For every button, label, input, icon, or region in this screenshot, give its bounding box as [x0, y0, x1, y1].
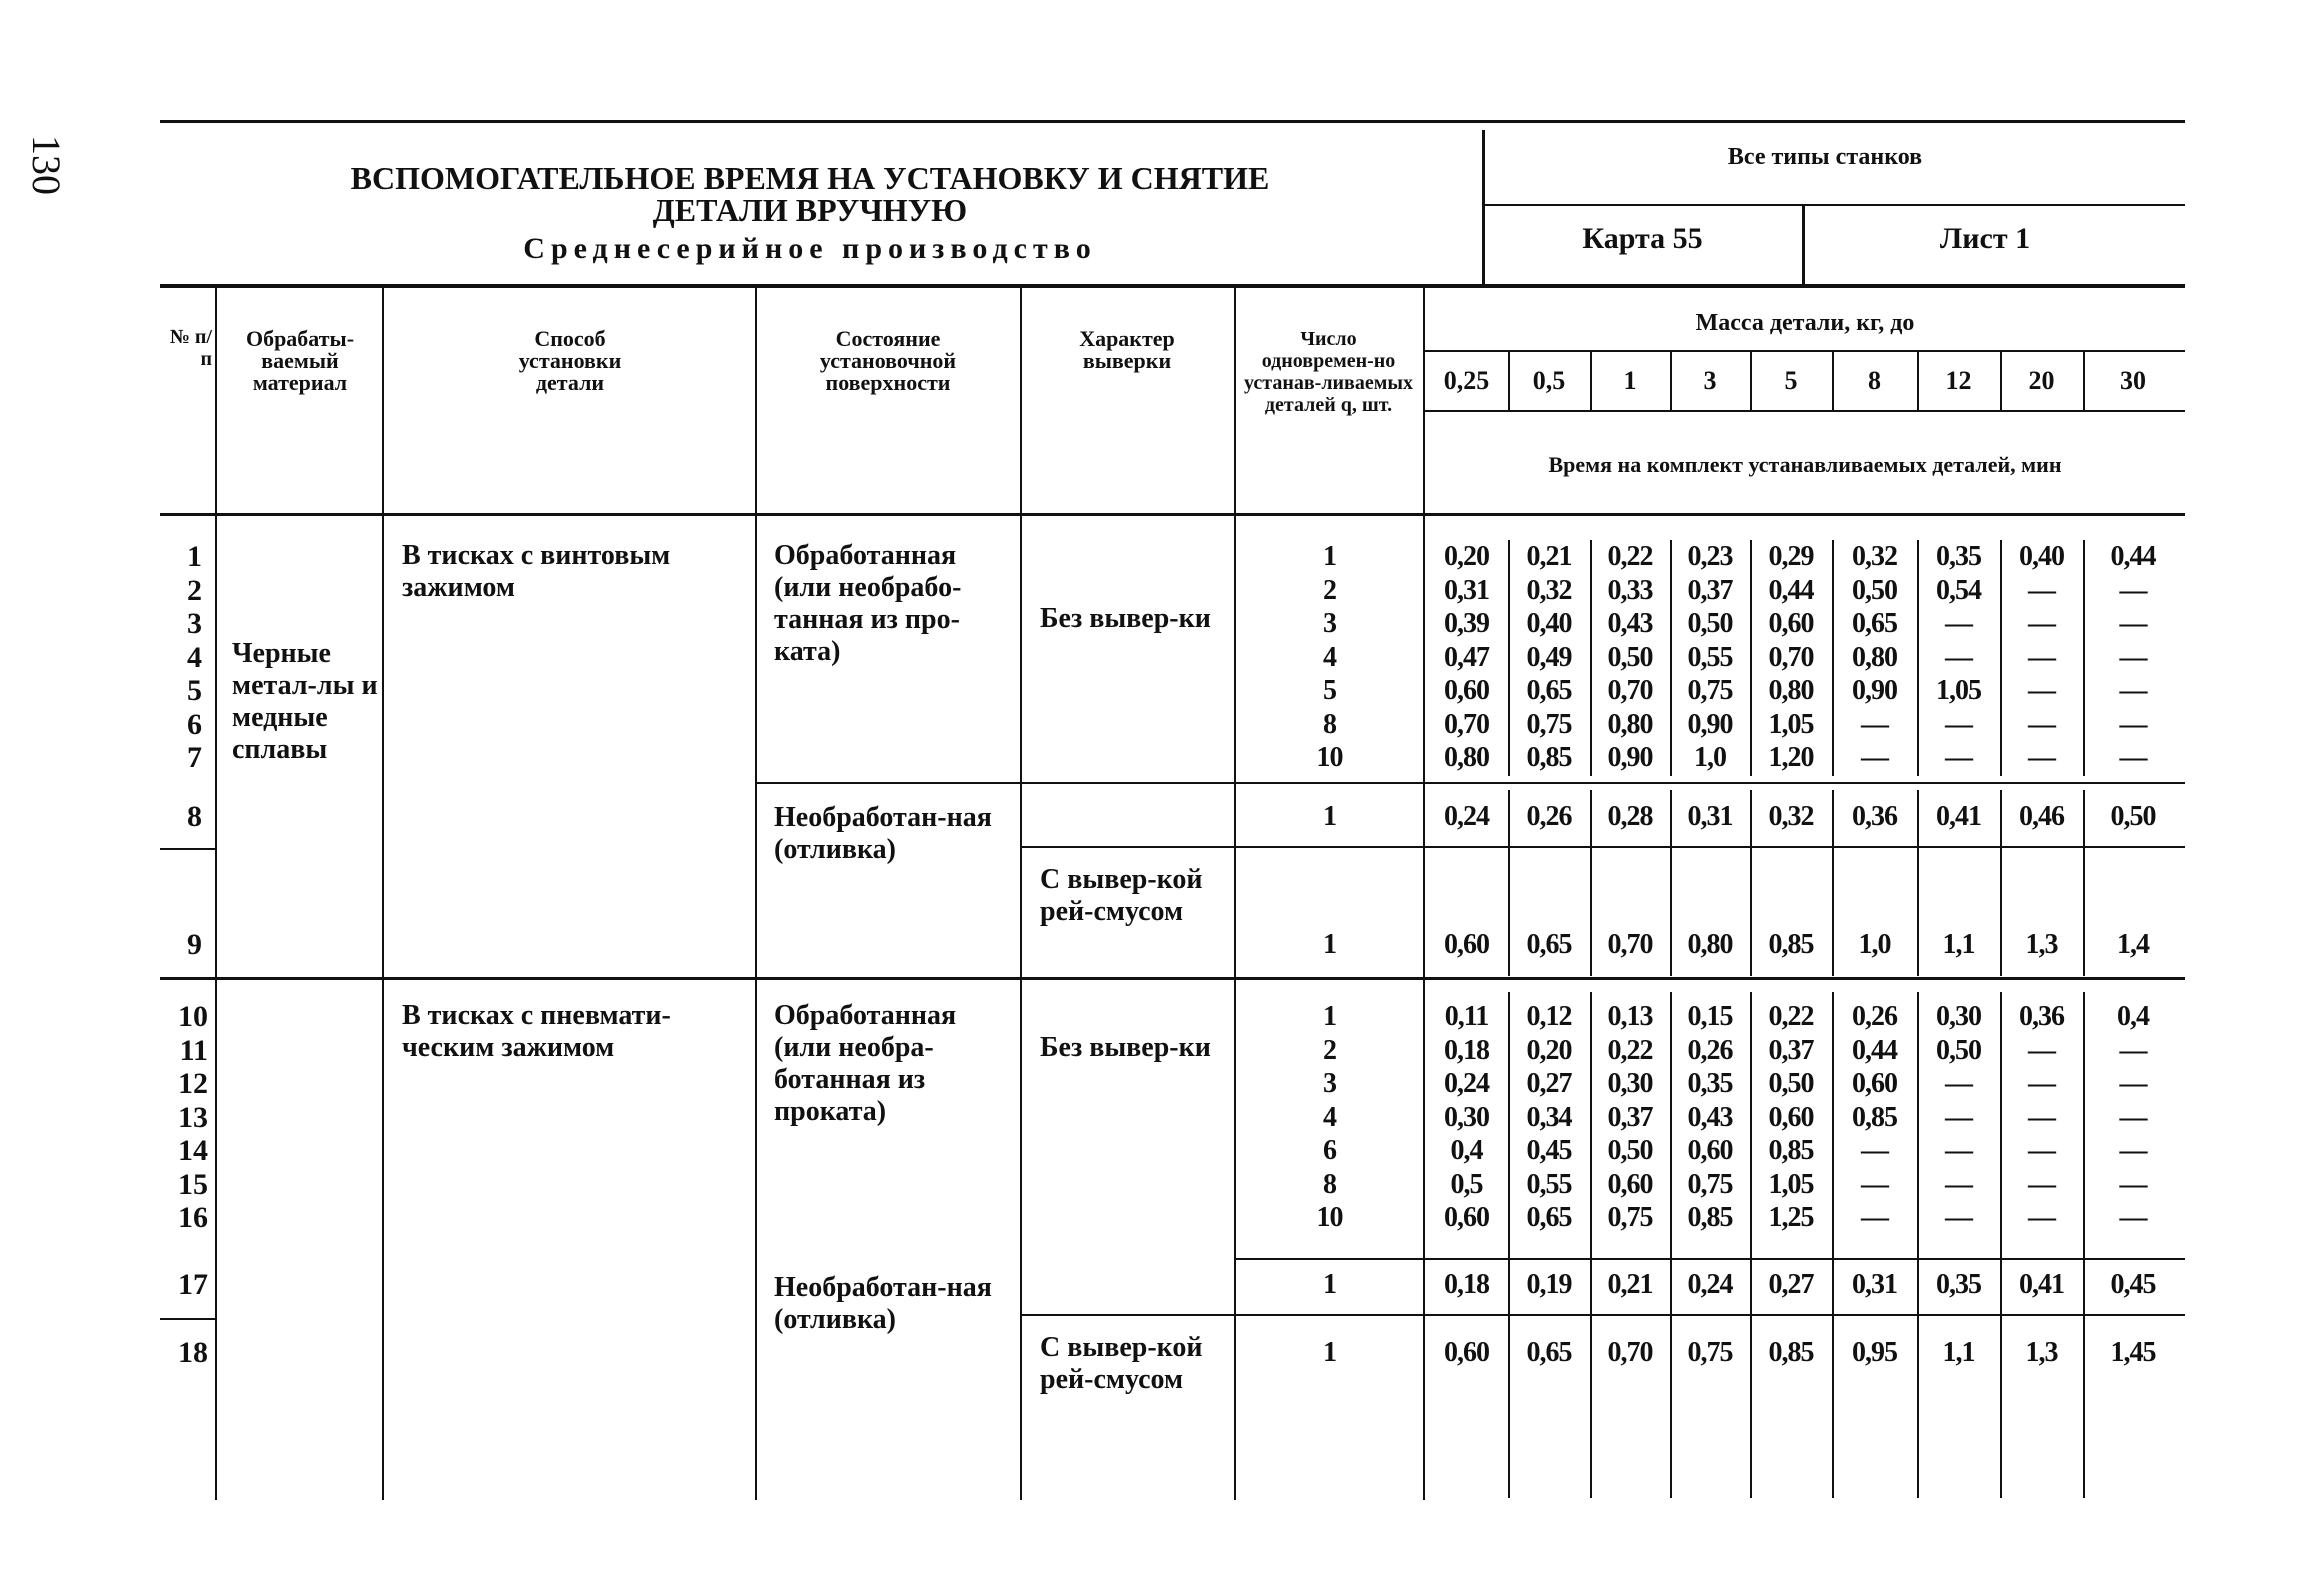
time-cell: —: [2119, 675, 2147, 706]
time-cell: 1,25: [1768, 1202, 1814, 1233]
time-cell: 0,18: [1444, 1269, 1489, 1300]
time-cell: 0,80: [1444, 742, 1489, 773]
time-cell: —: [1861, 742, 1888, 773]
time-cell: —: [2028, 1068, 2055, 1099]
mass-col-line: [1917, 352, 1919, 410]
header-mass: Масса детали, кг, до: [1695, 310, 1915, 336]
time-row: [1425, 1168, 2185, 1202]
page-subtitle: Среднесерийное производство: [523, 232, 1097, 265]
time-cell: 0,40: [1526, 608, 1572, 639]
q-value: 5: [1323, 675, 1336, 706]
time-cell: 0,19: [1526, 1269, 1572, 1300]
time-cell: 0,23: [1687, 541, 1733, 572]
time-cell: —: [1945, 1168, 1972, 1200]
time-cell: 0,36: [1852, 801, 1897, 832]
time-cell: —: [1945, 1101, 1972, 1133]
time-grid-block-2: [1425, 1000, 2185, 1235]
row-number: 4: [187, 640, 202, 674]
time-row: [1425, 574, 2185, 608]
q-value: 8: [1323, 708, 1336, 740]
time-cell: 0,35: [1936, 1269, 1981, 1300]
time-cell: —: [2119, 574, 2147, 606]
time-cell: 0,27: [1768, 1269, 1814, 1300]
time-row: [1425, 1034, 2185, 1068]
alignment-none-cell-2: Без вывер-ки: [1040, 1032, 1211, 1063]
time-row-9: [1425, 928, 2185, 962]
time-cell: —: [2028, 574, 2055, 606]
q-value: 1: [1323, 541, 1336, 572]
time-row: [1425, 1336, 2185, 1370]
time-cell: 1,45: [2110, 1337, 2156, 1368]
time-cell: 0,65: [1852, 608, 1897, 639]
time-cell: 0,55: [1526, 1168, 1572, 1200]
time-cell: —: [2028, 608, 2055, 639]
time-cell: —: [2119, 608, 2147, 639]
time-cell: 0,12: [1526, 1001, 1572, 1032]
time-cell: 0,55: [1687, 641, 1733, 673]
time-cell: 0,85: [1768, 1337, 1814, 1368]
header-no: № п/п: [169, 326, 212, 370]
time-cell: 0,31: [1687, 801, 1733, 832]
time-cell: 0,65: [1526, 1202, 1572, 1233]
header-surface: Состояние установочной поверхности: [819, 326, 957, 395]
time-cell: 0,90: [1852, 675, 1897, 706]
time-cell: 0,60: [1607, 1168, 1653, 1200]
time-cell: 0,44: [2110, 541, 2156, 572]
time-cell: 0,37: [1607, 1101, 1653, 1133]
time-cell: 0,24: [1687, 1269, 1733, 1300]
row-number: 15: [178, 1167, 208, 1201]
time-cell: —: [2028, 641, 2055, 673]
time-cell: 0,21: [1607, 1269, 1653, 1300]
q-value: 1: [1323, 929, 1336, 960]
surface-machined-cell: Обработанная (или необрабо-танная из про-ката): [774, 540, 962, 667]
row-number: 17: [178, 1268, 208, 1301]
time-cell: —: [1861, 708, 1888, 740]
time-cell: —: [2119, 1101, 2147, 1133]
time-cell: 0,41: [2019, 1269, 2064, 1300]
time-cell: 0,45: [1526, 1135, 1572, 1166]
time-cell: 0,4: [2117, 1001, 2149, 1032]
time-cell: 0,50: [1687, 608, 1733, 639]
time-cell: 1,0: [1694, 742, 1726, 773]
q-column-block-1: [1236, 540, 1423, 775]
time-cell: 0,50: [1852, 574, 1897, 606]
row-rule: [755, 782, 2185, 784]
header-method: Способ установки детали: [518, 326, 622, 395]
time-cell: 0,65: [1526, 929, 1572, 960]
time-cell: 0,32: [1768, 801, 1814, 832]
q-value: 8: [1323, 1168, 1336, 1200]
header-material: Обрабаты-ваемый материал: [245, 326, 355, 395]
time-cell: 0,50: [1607, 1135, 1653, 1166]
time-row: [1425, 1067, 2185, 1101]
time-cell: 0,26: [1852, 1001, 1897, 1032]
time-cell: 0,60: [1687, 1135, 1733, 1166]
time-cell: 1,05: [1768, 1168, 1814, 1200]
row-rule: [1020, 1314, 2185, 1316]
time-cell: —: [2028, 1034, 2055, 1066]
alignment-scriber-cell: С вывер-кой рей-смусом: [1040, 864, 1203, 927]
time-cell: 0,26: [1526, 801, 1572, 832]
row-rule: [1020, 846, 2185, 848]
row-numbers-block-2: [160, 1000, 208, 1235]
time-cell: 0,85: [1526, 742, 1572, 773]
time-cell: 0,54: [1936, 574, 1981, 606]
mass-value: 0,25: [1443, 366, 1490, 395]
time-cell: —: [2119, 1168, 2147, 1200]
time-cell: —: [1945, 1135, 1972, 1166]
row-numbers-block-1: [160, 540, 202, 775]
page-number: 130: [24, 135, 69, 195]
time-cell: —: [1945, 1202, 1972, 1233]
time-cell: 0,60: [1852, 1068, 1897, 1099]
table-top-rule: [160, 284, 2185, 288]
time-cell: 0,50: [1768, 1068, 1814, 1099]
time-cell: 0,32: [1852, 541, 1897, 572]
time-cell: 0,50: [1936, 1034, 1981, 1066]
q-value: 2: [1323, 1034, 1336, 1066]
q-value: 1: [1323, 1001, 1336, 1032]
time-cell: 1,3: [2025, 929, 2058, 960]
method-pneumatic-cell: В тисках с пневмати-ческим зажимом: [402, 1000, 671, 1063]
title-line-2: ДЕТАЛИ ВРУЧНУЮ: [652, 192, 968, 228]
time-cell: 0,24: [1444, 1068, 1489, 1099]
mass-value: 12: [1945, 366, 1972, 395]
title-line-1: ВСПОМОГАТЕЛЬНОЕ ВРЕМЯ НА УСТАНОВКУ И СНЯТИЕ: [350, 160, 1270, 196]
method-screw-cell: В тисках с винтовым зажимом: [402, 540, 671, 603]
time-cell: 0,45: [2110, 1269, 2156, 1300]
q-value: 6: [1323, 1135, 1336, 1166]
q-value: 3: [1323, 1068, 1336, 1099]
mass-value: 30: [2120, 366, 2146, 395]
time-cell: 0,95: [1852, 1337, 1897, 1368]
row-number: 13: [178, 1100, 208, 1134]
time-cell: 1,05: [1936, 675, 1981, 706]
time-cell: 0,60: [1444, 675, 1489, 706]
time-cell: 0,46: [2019, 801, 2064, 832]
time-cell: —: [2119, 1034, 2147, 1066]
time-grid-block-1: [1425, 540, 2185, 775]
time-row: [1425, 800, 2185, 834]
time-cell: —: [2119, 708, 2147, 740]
time-cell: 0,27: [1526, 1068, 1572, 1099]
time-cell: 0,20: [1526, 1034, 1572, 1066]
mass-col-line: [1832, 352, 1834, 410]
q-value: 10: [1316, 1202, 1343, 1233]
time-cell: 0,32: [1526, 574, 1572, 606]
time-cell: 0,70: [1607, 1337, 1653, 1368]
mass-col-line: [1750, 352, 1752, 410]
time-row: [1425, 1268, 2185, 1302]
card-sheet-divider: [1802, 206, 1805, 287]
time-cell: 0,43: [1607, 608, 1653, 639]
mass-col-line: [2083, 352, 2085, 410]
time-row: [1425, 607, 2185, 641]
time-row: [1425, 1134, 2185, 1168]
time-row: [1425, 1000, 2185, 1034]
mass-value: 0,5: [1532, 366, 1566, 395]
time-cell: 0,50: [1607, 641, 1653, 673]
time-cell: 0,34: [1526, 1101, 1572, 1133]
time-cell: 0,22: [1768, 1001, 1814, 1032]
time-cell: 0,49: [1526, 641, 1572, 673]
time-cell: 0,85: [1768, 1135, 1814, 1166]
time-cell: 0,90: [1607, 742, 1653, 773]
time-cell: 0,60: [1444, 1337, 1489, 1368]
col-line: [755, 288, 757, 1500]
row-rule: [160, 1318, 217, 1320]
time-cell: 0,30: [1607, 1068, 1653, 1099]
time-cell: 0,65: [1526, 1337, 1572, 1368]
row-number: 12: [178, 1067, 208, 1100]
time-cell: —: [1945, 1068, 1972, 1099]
time-cell: 1,20: [1768, 742, 1814, 773]
time-cell: 0,37: [1687, 574, 1733, 606]
row-number: 1: [187, 540, 202, 573]
mass-col-line: [1508, 352, 1510, 410]
time-row-17: [1425, 1268, 2185, 1302]
row-number: 11: [179, 1033, 208, 1067]
time-cell: 0,30: [1936, 1001, 1981, 1032]
time-cell: 0,75: [1526, 708, 1572, 740]
time-cell: 0,70: [1444, 708, 1489, 740]
time-cell: —: [1945, 708, 1972, 740]
row-number: 2: [187, 573, 202, 607]
time-cell: —: [2028, 1202, 2055, 1233]
top-rule: [160, 120, 2185, 123]
surface-machined-cell-2: Обработанная (или необра-ботанная из проката): [774, 1000, 957, 1127]
mass-col-line: [1670, 352, 1672, 410]
surface-cast-cell: Необработан-ная (отливка): [774, 802, 992, 865]
row-number: 14: [178, 1134, 208, 1167]
time-cell: 0,18: [1444, 1034, 1489, 1066]
card-number: Карта 55: [1582, 222, 1703, 255]
time-cell: —: [2119, 1202, 2147, 1233]
surface-cast-cell-2: Необработан-ная (отливка): [774, 1272, 992, 1335]
time-cell: —: [1945, 608, 1972, 639]
time-cell: 0,36: [2019, 1001, 2064, 1032]
time-cell: 1,1: [1942, 929, 1975, 960]
mass-rule-bottom: [1425, 410, 2185, 412]
col-line: [1020, 288, 1022, 1500]
time-cell: —: [2119, 1068, 2147, 1099]
time-cell: 0,4: [1450, 1135, 1483, 1166]
time-cell: 0,80: [1768, 675, 1814, 706]
time-cell: —: [2119, 641, 2147, 673]
q-value: 4: [1323, 1101, 1336, 1133]
time-cell: 0,85: [1768, 929, 1814, 960]
time-cell: 0,60: [1444, 929, 1489, 960]
time-cell: 1,0: [1858, 929, 1891, 960]
q-value: 1: [1323, 801, 1336, 832]
header-rule-mid: [1482, 204, 2185, 206]
time-cell: 0,5: [1450, 1168, 1483, 1200]
time-cell: 0,22: [1607, 541, 1653, 572]
time-cell: 0,75: [1687, 1337, 1733, 1368]
time-cell: 0,85: [1852, 1101, 1897, 1133]
row-number: 18: [178, 1336, 208, 1369]
header-divider: [1482, 130, 1485, 287]
time-cell: 0,85: [1687, 1202, 1733, 1233]
time-cell: 1,3: [2025, 1337, 2058, 1368]
time-cell: 0,37: [1768, 1034, 1814, 1066]
time-cell: 0,44: [1768, 574, 1814, 606]
time-cell: 0,80: [1852, 641, 1897, 673]
time-cell: 0,75: [1687, 675, 1733, 706]
time-cell: —: [1861, 1135, 1888, 1166]
row-rule: [1234, 1258, 2185, 1260]
mass-value: 1: [1623, 366, 1637, 395]
time-cell: —: [1861, 1202, 1888, 1233]
time-row: [1425, 741, 2185, 775]
mass-value: 3: [1703, 366, 1717, 395]
time-cell: 0,21: [1526, 541, 1572, 572]
mass-col-line: [2000, 352, 2002, 410]
time-cell: 1,05: [1768, 708, 1814, 740]
time-cell: 0,70: [1607, 675, 1653, 706]
col-line: [1234, 288, 1236, 1500]
time-cell: 0,75: [1607, 1202, 1653, 1233]
time-cell: 0,13: [1607, 1001, 1653, 1032]
time-cell: 0,40: [2019, 541, 2064, 572]
time-cell: —: [2028, 1135, 2055, 1166]
time-cell: 0,35: [1936, 541, 1981, 572]
time-cell: 0,30: [1444, 1101, 1489, 1133]
time-cell: 0,28: [1607, 801, 1653, 832]
time-cell: 0,35: [1687, 1068, 1733, 1099]
time-cell: —: [2119, 1135, 2147, 1166]
time-cell: 0,20: [1444, 541, 1489, 572]
time-cell: —: [1945, 742, 1972, 773]
time-cell: 0,41: [1936, 801, 1981, 832]
time-cell: —: [1945, 641, 1972, 673]
mass-value: 20: [2028, 366, 2055, 395]
sheet-number: Лист 1: [1939, 222, 2031, 255]
q-value: 10: [1316, 742, 1343, 773]
time-row: [1425, 708, 2185, 742]
time-cell: 0,50: [2110, 801, 2156, 832]
mass-value: 5: [1784, 366, 1798, 395]
q-column-block-2: [1236, 1000, 1423, 1235]
time-row-18: [1425, 1336, 2185, 1370]
time-cell: 0,80: [1687, 929, 1733, 960]
time-cell: 0,26: [1687, 1034, 1733, 1066]
time-cell: 0,60: [1768, 1101, 1814, 1133]
q-value: 4: [1323, 641, 1336, 673]
row-number: 16: [178, 1201, 208, 1234]
time-cell: 1,4: [2117, 929, 2149, 960]
time-row: [1425, 1101, 2185, 1135]
alignment-scriber-cell-2: С вывер-кой рей-смусом: [1040, 1332, 1203, 1395]
row-number: 3: [187, 607, 202, 640]
row-number: 10: [178, 1000, 208, 1033]
time-row: [1425, 674, 2185, 708]
row-rule: [160, 848, 217, 850]
time-cell: 0,29: [1768, 541, 1814, 572]
header-alignment: Характер выверки: [1079, 326, 1175, 373]
time-cell: 1,1: [1942, 1337, 1975, 1368]
q-value: 2: [1323, 574, 1336, 606]
header-bottom-rule: [160, 513, 2185, 516]
time-row: [1425, 1201, 2185, 1235]
row-number: 8: [187, 800, 202, 833]
alignment-none-cell: Без вывер-ки: [1040, 603, 1211, 634]
q-value: 1: [1323, 1269, 1336, 1300]
row-rule: [160, 977, 2185, 980]
time-cell: 0,39: [1444, 608, 1489, 639]
time-cell: 0,44: [1852, 1034, 1897, 1066]
time-cell: 0,24: [1444, 801, 1489, 832]
time-cell: —: [1861, 1168, 1888, 1200]
time-cell: 0,60: [1444, 1202, 1489, 1233]
col-line: [1423, 288, 1425, 1500]
machine-types: Все типы станков: [1727, 144, 1923, 170]
time-row: [1425, 641, 2185, 675]
time-cell: 0,80: [1607, 708, 1653, 740]
time-cell: —: [2028, 1101, 2055, 1133]
time-cell: 0,43: [1687, 1101, 1733, 1133]
mass-value: 8: [1868, 366, 1881, 395]
time-cell: —: [2028, 708, 2055, 740]
header-time: Время на комплект устанавливаемых деталей, мин: [1548, 452, 2062, 477]
row-number: 9: [187, 928, 202, 961]
row-number: 7: [187, 741, 202, 774]
q-value: 3: [1323, 608, 1336, 639]
mass-rule-top: [1425, 350, 2185, 352]
time-cell: 0,47: [1444, 641, 1489, 673]
time-cell: 0,31: [1444, 574, 1489, 606]
time-cell: 0,60: [1768, 608, 1814, 639]
time-row: [1425, 540, 2185, 574]
col-line: [382, 288, 384, 1500]
time-cell: 0,70: [1768, 641, 1814, 673]
time-cell: 0,15: [1687, 1001, 1733, 1032]
q-value: 1: [1323, 1337, 1336, 1368]
time-row: [1425, 928, 2185, 962]
time-cell: 0,22: [1607, 1034, 1653, 1066]
time-cell: 0,70: [1607, 929, 1653, 960]
time-cell: 0,65: [1526, 675, 1572, 706]
time-cell: —: [2028, 1168, 2055, 1200]
time-row-8: [1425, 800, 2185, 834]
mass-col-line: [1590, 352, 1592, 410]
time-cell: —: [2028, 742, 2055, 773]
time-cell: 0,33: [1607, 574, 1653, 606]
time-cell: 0,75: [1687, 1168, 1733, 1200]
time-cell: —: [2028, 675, 2055, 706]
time-cell: —: [2119, 742, 2147, 773]
page-title: [160, 162, 1460, 226]
material-cell: Черные метал-лы и медные сплавы: [232, 638, 378, 765]
time-cell: 0,31: [1852, 1269, 1897, 1300]
row-number: 5: [187, 674, 202, 707]
time-cell: 0,11: [1444, 1001, 1489, 1032]
header-count: Число одновремен-но устанав-ливаемых деталей q, шт.: [1244, 328, 1413, 416]
row-number: 6: [187, 707, 202, 741]
time-cell: 0,90: [1687, 708, 1733, 740]
